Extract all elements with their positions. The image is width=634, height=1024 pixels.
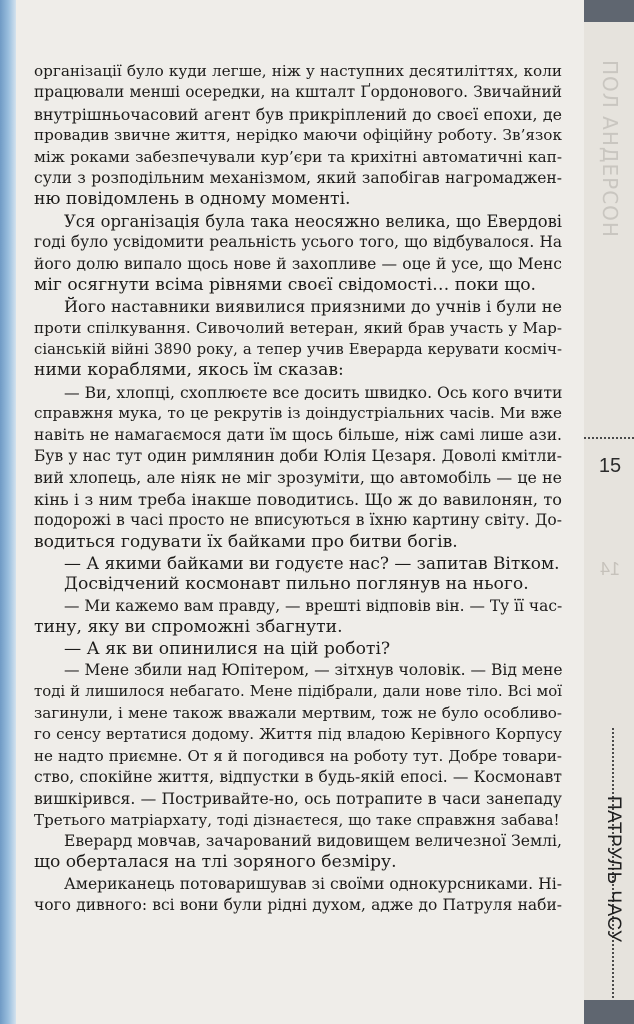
text-line: ство, спокійне життя, відпустки в будь-якій епосі. — Космонавт xyxy=(34,767,562,786)
dotted-divider-horizontal xyxy=(584,437,634,439)
text-line: Був у нас тут один римлянин доби Юлія Цезаря. Доволі кмітли- xyxy=(34,447,562,466)
text-line: загинули, і мене також вважали мертвим, тож не було особливо- xyxy=(34,703,562,722)
margin-tab-top xyxy=(584,0,634,22)
text-line: що оберталася на тлі зоряного безміру. xyxy=(34,852,397,873)
text-line: — А якими байками ви годуєте нас? — запитав Вітком. xyxy=(64,552,560,573)
page-body-text xyxy=(34,61,562,917)
show-through-page-number: 14 xyxy=(599,559,621,579)
text-line: Уся організація була така неосяжно велика, що Евердові xyxy=(64,211,562,231)
text-line: його долю випало щось нове й захопливе — оце й усе, що Менс xyxy=(34,254,562,273)
text-line: — Мене збили над Юпітером, — зітхнув чоловік. — Від мене xyxy=(64,660,563,679)
text-line: міг осягнути всіма рівнями своєї свідомості… поки що. xyxy=(34,274,537,295)
text-line: проти спілкування. Сивочолий ветеран, який брав участь у Мар- xyxy=(34,318,562,337)
text-line: — А як ви опинилися на цій роботі? xyxy=(64,638,391,659)
text-line: тоді й лишилося небагато. Мене підібрали, дали нове тіло. Всі мої xyxy=(34,682,562,701)
text-line: ними кораблями, якось їм сказав: xyxy=(34,360,344,381)
margin-tab-bottom xyxy=(584,1000,634,1024)
text-line: Його наставники виявилися приязними до учнів і були не xyxy=(64,297,562,317)
text-line: провадив звичне життя, нерідко маючи офіційну роботу. Зв’язок xyxy=(34,126,562,145)
text-line: вий хлопець, але ніяк не міг зрозуміти, що автомобіль — це не xyxy=(34,468,562,488)
text-line: — Ми кажемо вам правду, — врешті відповів він. — Ту її час- xyxy=(64,596,563,615)
text-line: подорожі в часі просто не вписуються в їхню картину світу. До- xyxy=(34,511,562,530)
text-line: вишкірився. — Постривайте-но, ось потрапите в часи занепаду xyxy=(34,789,562,809)
text-line: ню повідомлень в одному моменті. xyxy=(34,189,351,210)
text-line: тину, яку ви спроможні збагнути. xyxy=(34,617,343,638)
show-through-author-name: ПОЛ АНДЕРСОН xyxy=(598,60,622,238)
text-line: Досвідчений космонавт пильно поглянув на нього. xyxy=(64,574,529,595)
text-line: справжня мука, то це рекрутів із доіндустріальних часів. Ми вже xyxy=(34,404,562,423)
text-line: го сенсу вертатися додому. Життя під владою Керівного Корпусу xyxy=(34,725,562,744)
text-line: навіть не намагаємося дати їм щось більше, ніж самі лише ази. xyxy=(34,425,562,444)
text-line: між роками забезпечували кур’єри та крихітні автоматичні кап- xyxy=(34,147,562,166)
text-line: чого дивного: всі вони були рідні духом, адже до Патруля наби- xyxy=(34,896,562,915)
text-line: водиться годувати їх байками про битви богів. xyxy=(34,531,458,552)
text-line: — Ви, хлопці, схоплюєте все досить швидко. Ось кого вчити xyxy=(64,382,563,402)
running-book-title: ПАТРУЛЬ ЧАСУ xyxy=(603,796,624,943)
book-spine-edge xyxy=(0,0,16,1024)
text-line: годі було усвідомити реальність усього того, що відбувалося. На xyxy=(34,233,562,252)
text-line: сіанській війні 3890 року, а тепер учив Еверарда керувати косміч- xyxy=(34,340,562,359)
page-number: 15 xyxy=(598,455,622,477)
text-line: не надто приємне. От я й погодився на роботу тут. Добре товари- xyxy=(34,746,562,765)
text-line: кінь і з ним треба інакше поводитись. Що ж до вавилонян, то xyxy=(34,489,562,509)
text-line: організації було куди легше, ніж у наступних десятиліттях, коли xyxy=(34,62,562,80)
text-line: сули з розподільним механізмом, який запобігав нагромаджен- xyxy=(34,168,562,187)
text-line: внутрішньочасовий агент був прикріплений до своєї епохи, де xyxy=(34,104,562,124)
text-line: Еверард мовчав, зачарований видовищем величезної Землі, xyxy=(64,832,562,851)
text-line: працювали менші осередки, на кшталт Ґордонового. Звичайний xyxy=(34,83,562,102)
text-line: Американець потоваришував зі своїми однокурсниками. Ні- xyxy=(64,874,562,893)
text-line: Третього матріархату, тоді дізнаєтеся, що таке справжня забава! xyxy=(34,810,560,829)
